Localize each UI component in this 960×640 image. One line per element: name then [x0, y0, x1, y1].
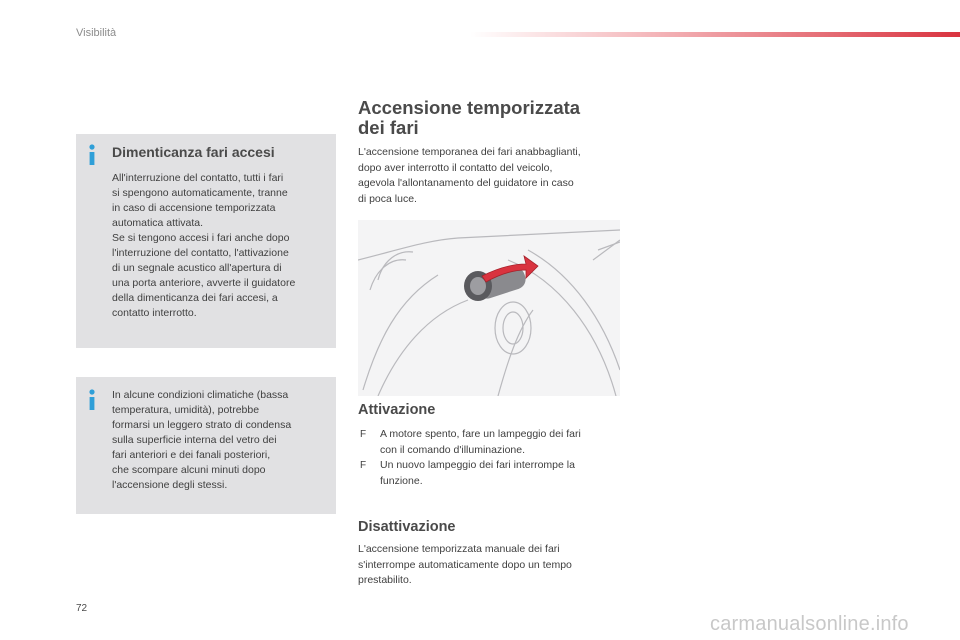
info-box-condensation — [76, 377, 336, 514]
list-item: F Un nuovo lampeggio dei fari interrompe la funzione. — [360, 459, 575, 487]
header-accent-bar — [470, 32, 960, 37]
info-box-text: All'interruzione del contatto, tutti i fari si spengono automaticamente, tranne in caso di accensione temporizzata automatica attivata. Se si tengono accesi i fari anche dopo l'interruzione del contatto, l'attivazione di un segnale acustico all'apertura di una porta anteriore, avverte il guidatore della dimenticanza dei fari accesi, a contatto interrotto. — [112, 172, 296, 319]
page-title: Accensione temporizzata dei fari — [358, 97, 581, 138]
watermark: carmanualsonline.info — [710, 613, 909, 635]
lighting-stalk-illustration — [358, 220, 620, 396]
activation-list — [358, 427, 620, 489]
deactivation-paragraph: L'accensione temporizzata manuale dei fari s'interrompe automaticamente dopo un tempo prestabilito. — [358, 543, 572, 586]
section-title: Visibilità — [76, 27, 117, 39]
info-box-forgotten-lights — [76, 134, 336, 348]
list-item: F A motore spento, fare un lampeggio dei fari con il comando d'illuminazione. — [360, 428, 581, 456]
deactivation-heading: Disattivazione — [358, 519, 456, 535]
activation-heading: Attivazione — [358, 402, 436, 418]
page-number: 72 — [76, 603, 88, 614]
intro-paragraph: L'accensione temporanea dei fari anabbaglianti, dopo aver interrotto il contatto del veicolo, agevola l'allontanamento del guidatore in caso di poca luce. — [358, 146, 581, 205]
info-icon — [86, 389, 98, 411]
bullet-icon: F — [360, 429, 367, 440]
bullet-icon: F — [360, 460, 367, 471]
info-box-title: Dimenticanza fari accesi — [112, 144, 275, 160]
info-box-text: In alcune condizioni climatiche (bassa temperatura, umidità), potrebbe formarsi un leggero strato di condensa sulla superficie interna del vetro dei fari anteriori e dei fanali posteriori, che scompare alcuni minuti dopo l'accensione degli stessi. — [112, 389, 292, 491]
info-icon — [86, 144, 98, 166]
